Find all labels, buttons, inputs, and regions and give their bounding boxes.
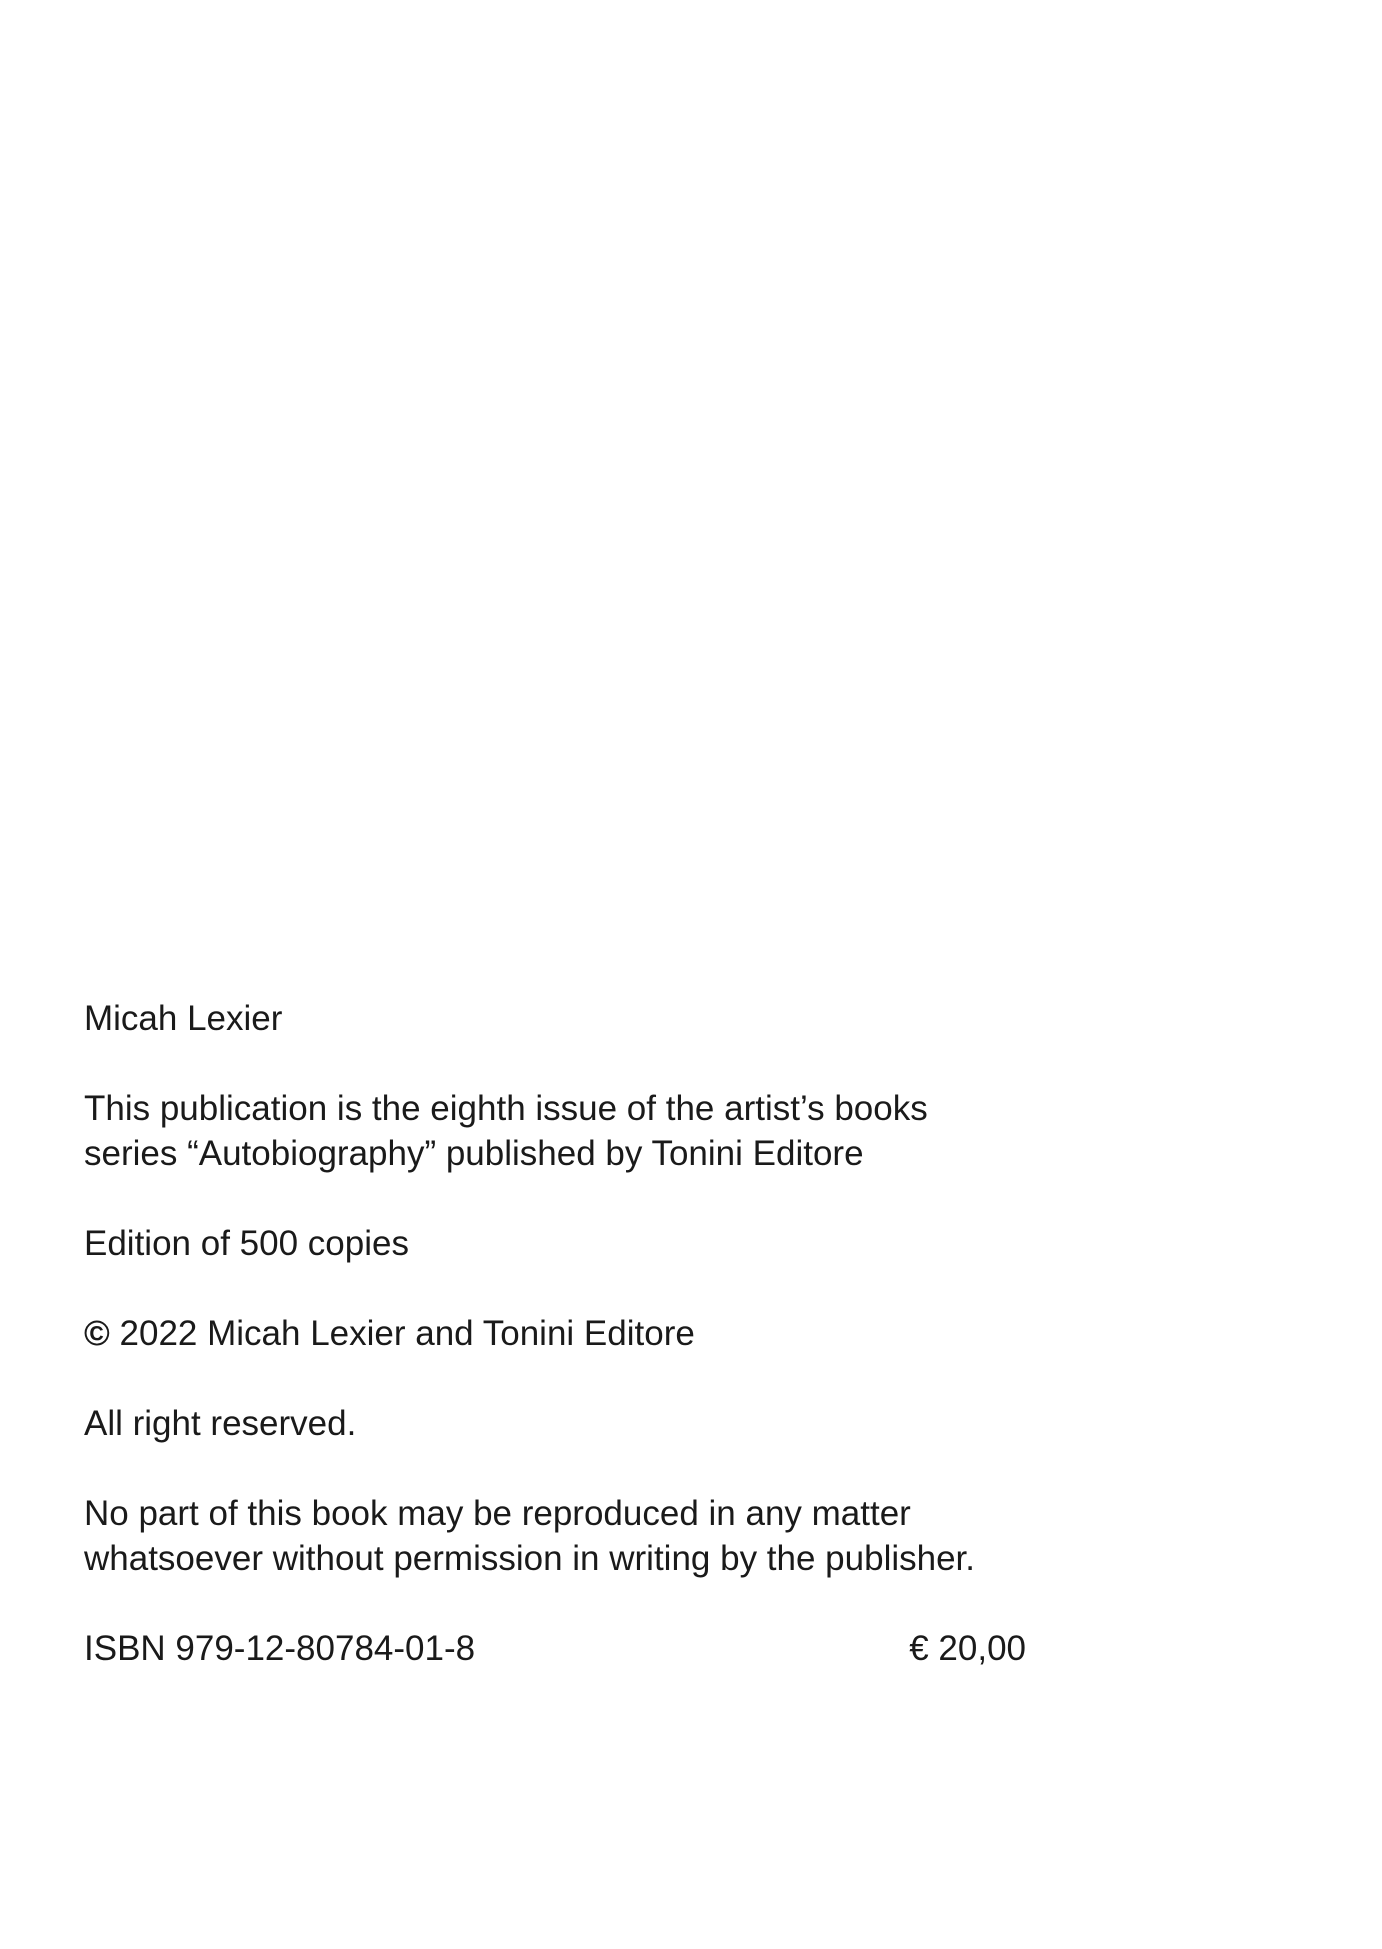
publication-description	[84, 1086, 1044, 1176]
copyright-icon: ©	[84, 1314, 110, 1353]
publication-description-line-2: series “Autobiography” published by Tonini Editore	[84, 1134, 864, 1173]
reproduction-notice-line-1: No part of this book may be reproduced in any matter	[84, 1494, 911, 1533]
author-name-text: Micah Lexier	[84, 999, 283, 1038]
reproduction-notice	[84, 1491, 1044, 1581]
reproduction-notice-line-2: whatsoever without permission in writing by the publisher.	[84, 1539, 975, 1578]
edition-info	[84, 1221, 1044, 1266]
rights-statement-text: All right reserved.	[84, 1404, 357, 1443]
colophon-block	[84, 996, 1044, 1671]
copyright-text: 2022 Micah Lexier and Tonini Editore	[119, 1314, 695, 1353]
rights-statement	[84, 1401, 1044, 1446]
isbn-number: ISBN 979-12-80784-01-8	[84, 1629, 476, 1668]
edition-info-text: Edition of 500 copies	[84, 1224, 409, 1263]
publication-description-line-1: This publication is the eighth issue of the artist’s books	[84, 1089, 928, 1128]
price-label: € 20,00	[909, 1629, 1026, 1668]
copyright-line	[84, 1311, 1044, 1356]
author-name	[84, 996, 1044, 1041]
copyright-notice	[84, 1311, 1044, 1356]
isbn-price-row	[84, 1626, 1026, 1671]
